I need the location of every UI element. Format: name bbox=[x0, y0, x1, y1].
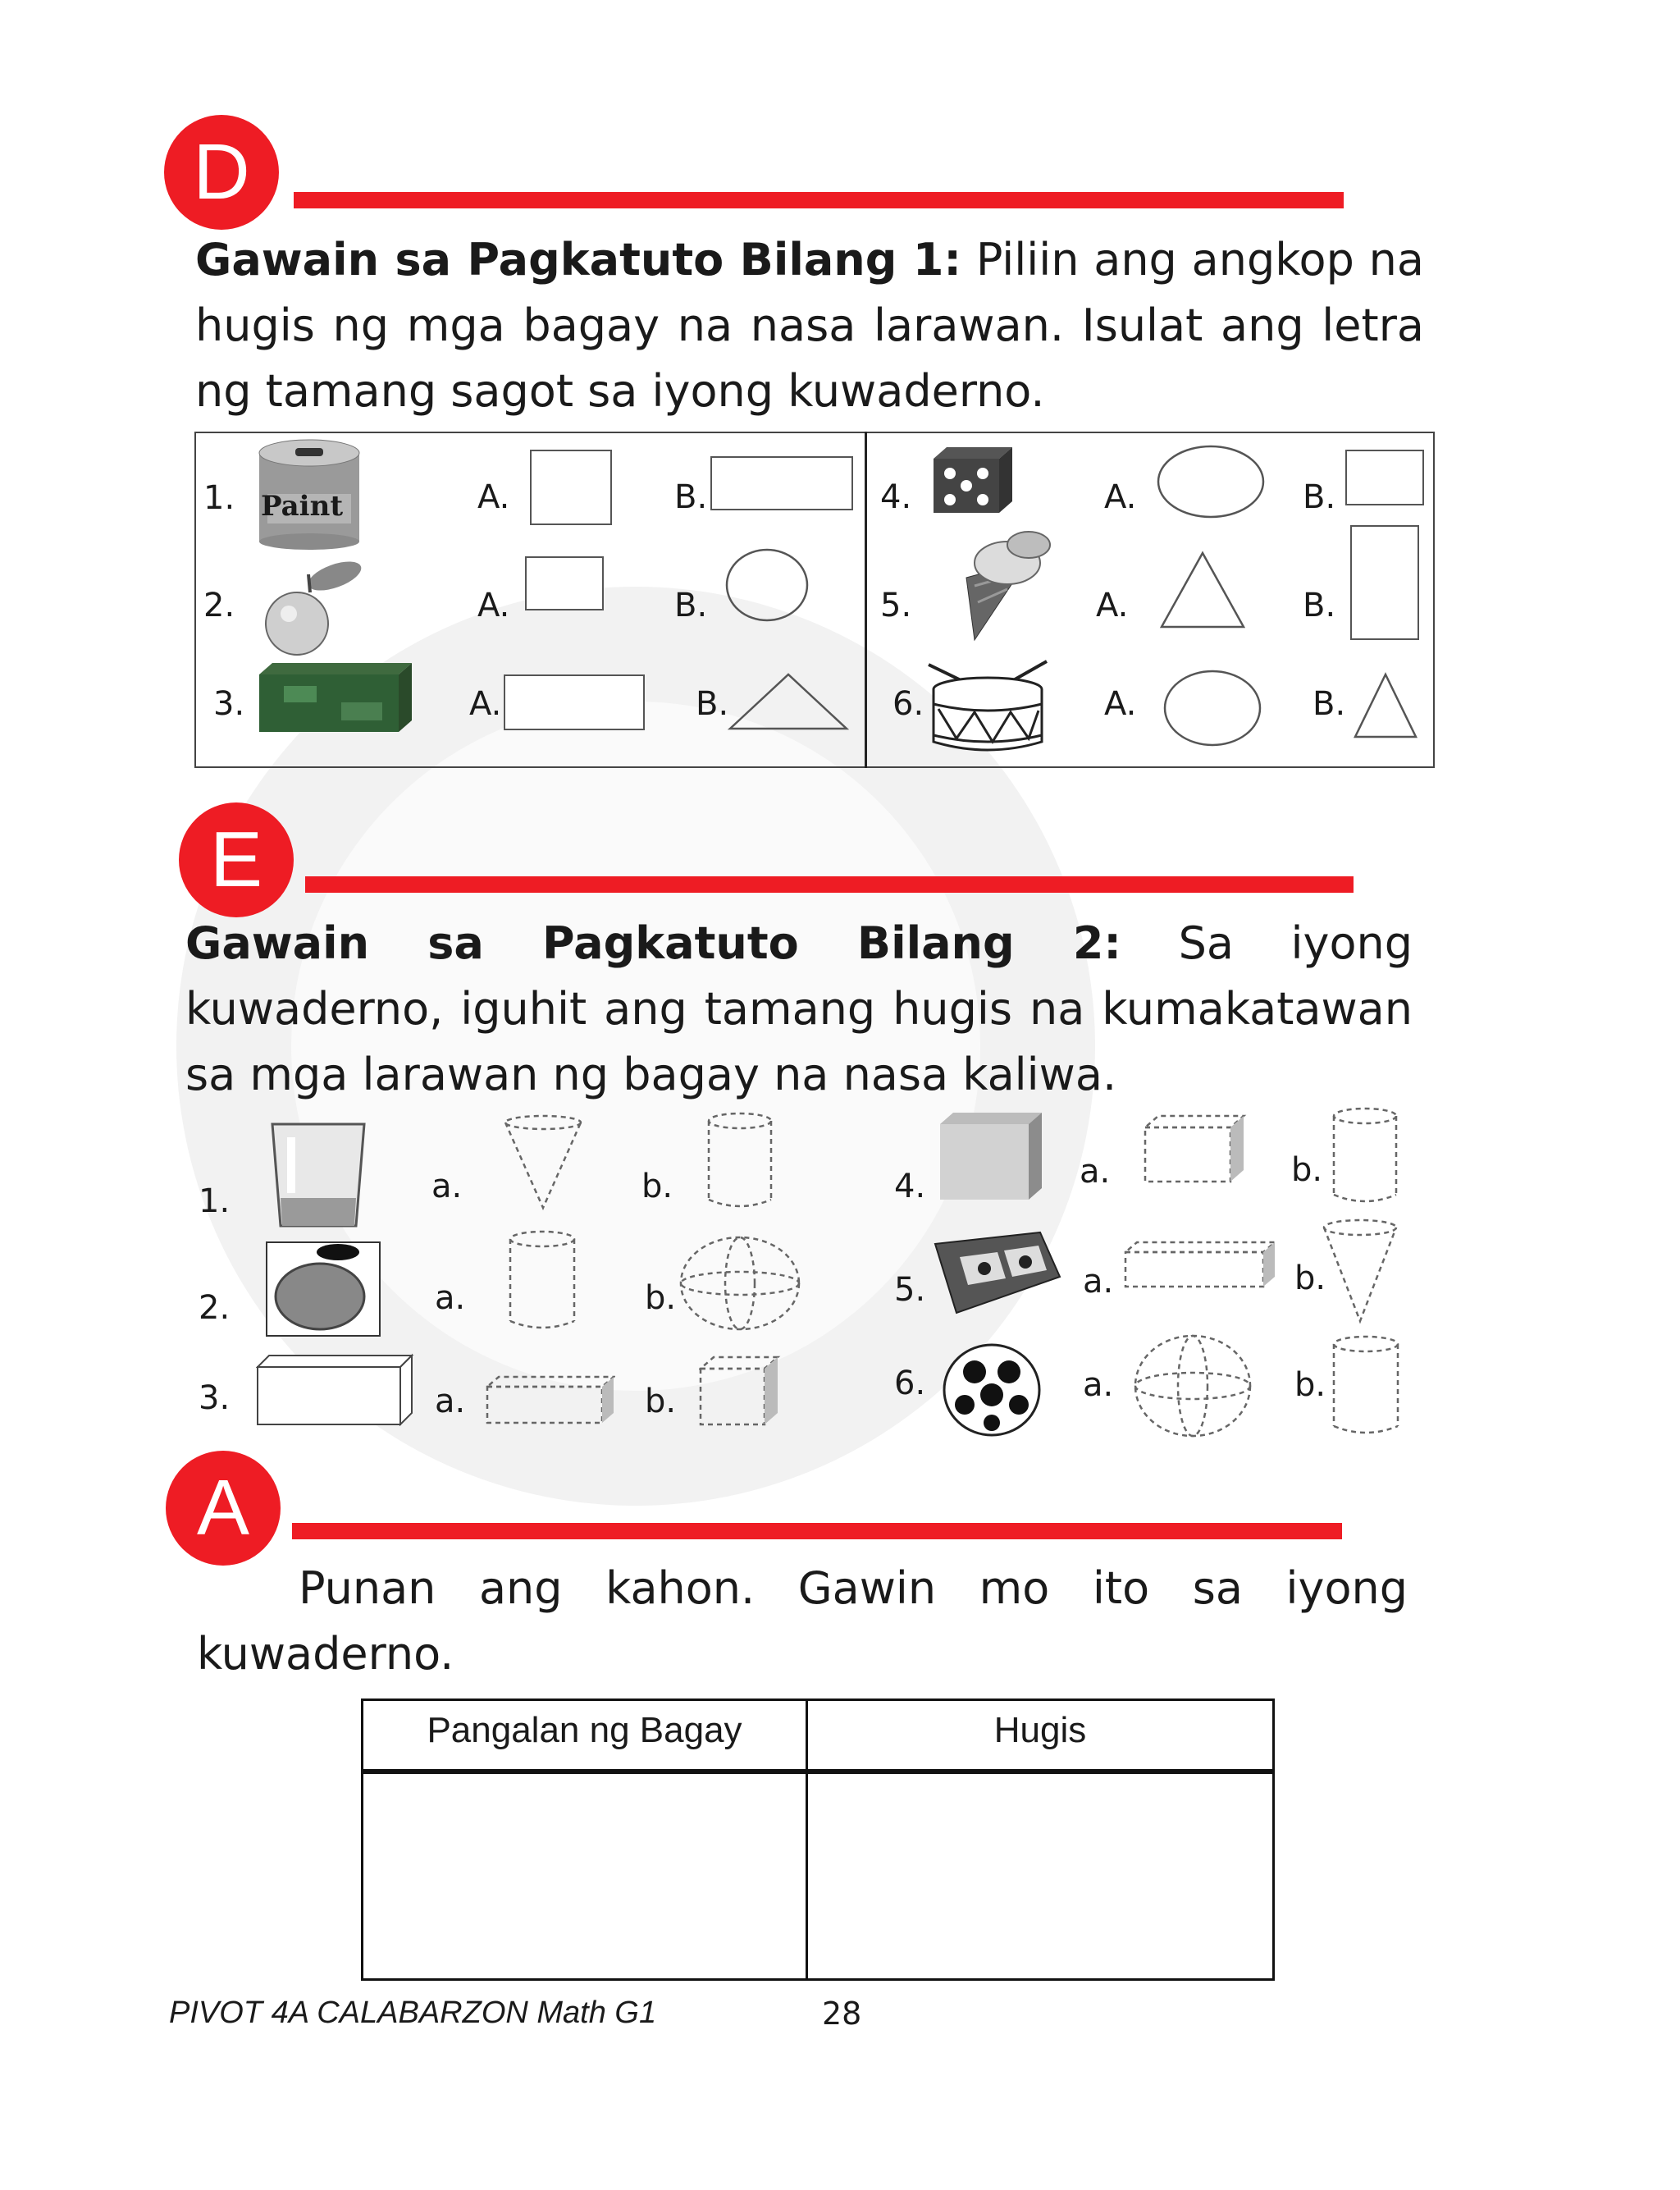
e-item-1-b-label: b. bbox=[641, 1168, 673, 1205]
answer-table-header-hugis: Hugis bbox=[993, 1710, 1087, 1750]
paint-can-label: Paint bbox=[261, 490, 344, 523]
e-item-3-a-label: a. bbox=[435, 1383, 466, 1420]
d-item-3-b-label: B. bbox=[696, 685, 729, 723]
ice-cream-cone-image bbox=[958, 528, 1065, 643]
section-d-badge: D bbox=[164, 115, 279, 230]
d-item-2-b-label: B. bbox=[674, 587, 708, 624]
drum-image bbox=[922, 656, 1053, 758]
d-item-3-a-label: A. bbox=[469, 685, 502, 723]
section-a-instruction: Punan ang kahon. Gawin mo ito sa iyong kuwaderno. bbox=[197, 1562, 1408, 1680]
page-number: 28 bbox=[822, 1996, 862, 2032]
e-item-4-number: 4. bbox=[894, 1168, 926, 1205]
e-item-2-b-sphere[interactable] bbox=[678, 1234, 802, 1333]
e-item-6-number: 6. bbox=[894, 1365, 926, 1402]
d-item-1-b-rectangle[interactable] bbox=[710, 456, 853, 510]
e-item-2-a-cylinder[interactable] bbox=[507, 1229, 578, 1333]
e-item-2-number: 2. bbox=[199, 1289, 231, 1327]
d-item-3-b-triangle[interactable] bbox=[727, 671, 850, 732]
e-item-6-b-label: b. bbox=[1294, 1366, 1326, 1404]
glass-image bbox=[267, 1121, 369, 1232]
d-item-4-a-oval[interactable] bbox=[1155, 443, 1267, 520]
d-item-3-a-rectangle[interactable] bbox=[504, 674, 645, 730]
e-item-4-a-rectangular-prism[interactable] bbox=[1144, 1114, 1247, 1185]
d-item-1-a-square[interactable] bbox=[530, 450, 612, 525]
e-item-3-a-rectangular-prism[interactable] bbox=[486, 1375, 615, 1424]
d-item-5-a-label: A. bbox=[1096, 587, 1129, 624]
section-a-badge: A bbox=[166, 1451, 281, 1566]
d-item-1-b-label: B. bbox=[674, 478, 708, 516]
d-item-6-b-label: B. bbox=[1312, 685, 1346, 723]
section-a-divider bbox=[292, 1523, 1342, 1539]
section-d-text: Piliin ang angkop na hugis ng mga bagay na nasa larawan. Isulat ang letra ng tamang sagot sa iyong kuwaderno. bbox=[195, 234, 1424, 417]
e-item-3-number: 3. bbox=[199, 1379, 231, 1417]
d-item-6-b-triangle[interactable] bbox=[1352, 671, 1419, 740]
d-item-6-number: 6. bbox=[892, 685, 924, 723]
e-item-6-b-cylinder[interactable] bbox=[1331, 1334, 1401, 1438]
e-item-5-number: 5. bbox=[894, 1271, 926, 1309]
d-item-5-number: 5. bbox=[880, 587, 912, 624]
e-item-4-b-cylinder[interactable] bbox=[1331, 1106, 1399, 1206]
e-item-4-a-label: a. bbox=[1080, 1153, 1111, 1191]
activity-1-divider bbox=[865, 432, 867, 768]
d-item-1-number: 1. bbox=[203, 479, 235, 517]
orange-image bbox=[271, 1244, 374, 1333]
e-item-6-a-label: a. bbox=[1083, 1366, 1114, 1404]
e-item-2-a-label: a. bbox=[435, 1279, 466, 1317]
section-e-text: Sa iyong kuwaderno, iguhit ang tamang hugis na kumakatawan sa mga larawan ng bagay na nasa kaliwa. bbox=[185, 917, 1413, 1100]
section-e-instruction bbox=[185, 911, 1413, 1108]
d-item-4-b-label: B. bbox=[1303, 478, 1336, 516]
d-item-3-number: 3. bbox=[213, 685, 245, 723]
e-item-6-a-sphere[interactable] bbox=[1132, 1333, 1253, 1439]
box-image bbox=[256, 1352, 415, 1426]
section-d-instruction bbox=[195, 227, 1424, 424]
e-item-5-b-label: b. bbox=[1294, 1260, 1326, 1297]
e-item-5-b-cone[interactable] bbox=[1321, 1218, 1399, 1324]
answer-table-header-rule bbox=[361, 1769, 1275, 1774]
e-item-3-b-label: b. bbox=[645, 1383, 677, 1420]
e-item-1-b-cylinder[interactable] bbox=[705, 1111, 774, 1211]
d-item-5-b-rectangle[interactable] bbox=[1350, 525, 1419, 640]
e-item-3-b-cube[interactable] bbox=[699, 1356, 781, 1426]
footer-publication: PIVOT 4A CALABARZON Math G1 bbox=[169, 1996, 657, 2030]
section-e-divider bbox=[305, 876, 1354, 893]
e-item-1-a-label: a. bbox=[431, 1168, 463, 1205]
d-item-6-a-oval[interactable] bbox=[1162, 668, 1263, 748]
sharpener-image bbox=[932, 1228, 1063, 1318]
e-item-2-b-label: b. bbox=[645, 1279, 677, 1317]
e-item-5-a-rectangular-prism[interactable] bbox=[1124, 1241, 1276, 1290]
die-image bbox=[934, 447, 1019, 516]
answer-cell-hugis[interactable] bbox=[810, 1776, 1268, 1976]
apple-image bbox=[261, 558, 368, 656]
d-item-4-a-label: A. bbox=[1104, 478, 1137, 516]
e-item-1-number: 1. bbox=[199, 1182, 231, 1220]
d-item-5-b-label: B. bbox=[1303, 587, 1336, 624]
d-item-5-a-triangle[interactable] bbox=[1158, 550, 1247, 630]
d-item-4-b-rectangle[interactable] bbox=[1345, 450, 1424, 505]
d-item-2-a-label: A. bbox=[477, 587, 510, 624]
d-item-6-a-label: A. bbox=[1104, 685, 1137, 723]
section-d-divider bbox=[294, 192, 1344, 208]
green-block-image bbox=[259, 661, 415, 735]
soccer-ball-image bbox=[942, 1342, 1042, 1438]
answer-table-header-bagay: Pangalan ng Bagay bbox=[427, 1710, 742, 1750]
grey-cube-image bbox=[937, 1109, 1045, 1203]
e-item-5-a-label: a. bbox=[1083, 1263, 1114, 1301]
section-e-title: Gawain sa Pagkatuto Bilang 2: bbox=[185, 917, 1121, 969]
answer-cell-bagay[interactable] bbox=[366, 1776, 804, 1976]
d-item-2-number: 2. bbox=[203, 587, 235, 624]
e-item-1-a-cone[interactable] bbox=[500, 1113, 586, 1211]
d-item-2-b-circle[interactable] bbox=[724, 546, 810, 624]
d-item-2-a-rectangle[interactable] bbox=[525, 556, 604, 610]
e-item-4-b-label: b. bbox=[1291, 1151, 1323, 1189]
d-item-1-a-label: A. bbox=[477, 478, 510, 516]
d-item-4-number: 4. bbox=[880, 478, 912, 516]
section-d-title: Gawain sa Pagkatuto Bilang 1: bbox=[195, 234, 961, 286]
section-e-badge: E bbox=[179, 802, 294, 917]
